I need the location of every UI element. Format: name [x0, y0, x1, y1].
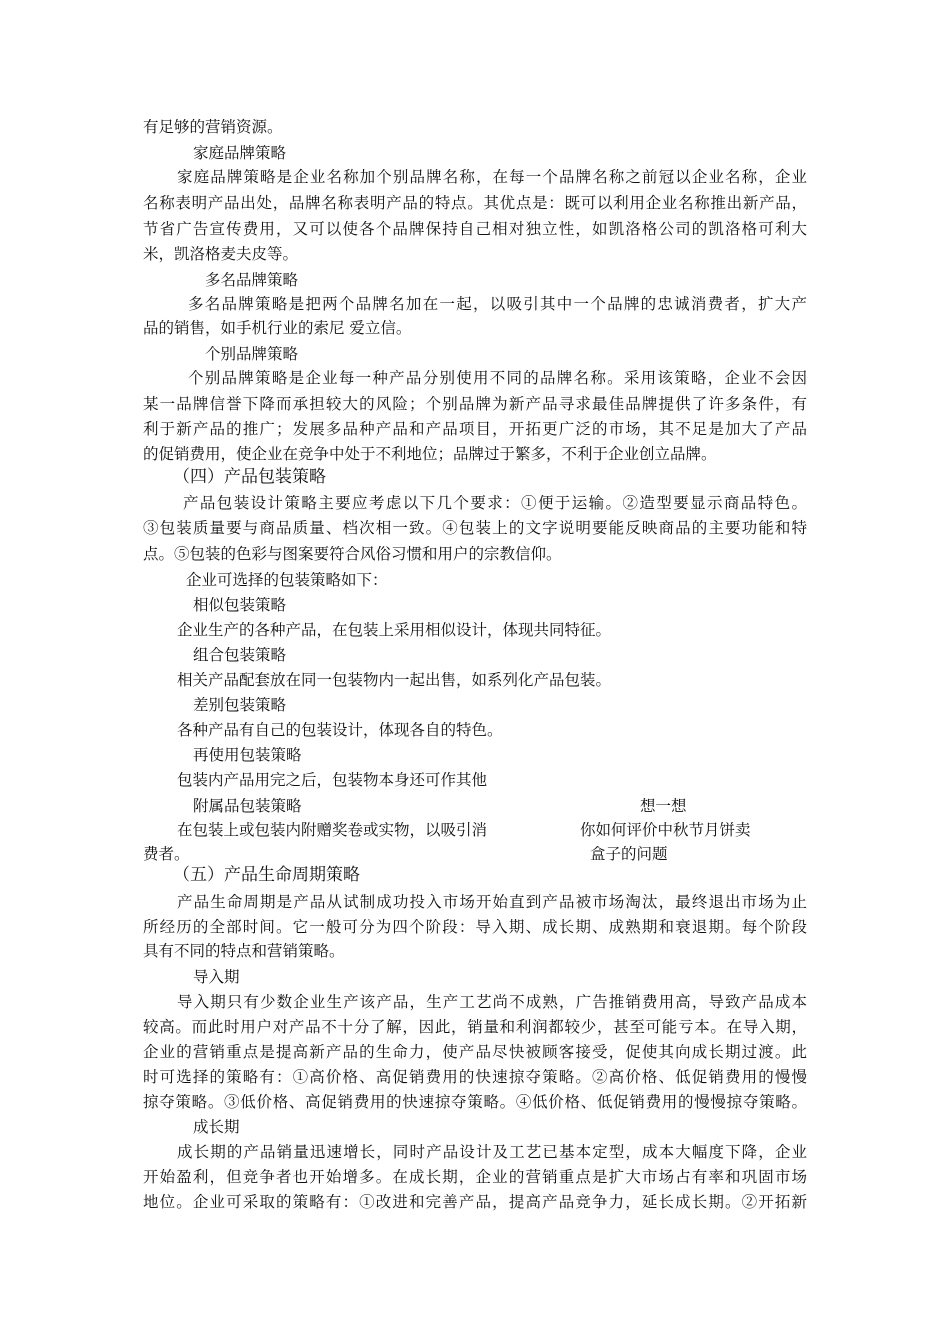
subheading: 附属品包装策略	[193, 797, 302, 815]
text-line: 地位。企业可采取的策略有：①改进和完善产品，提高产品竞争力，延长成长期。②开拓新	[143, 1193, 807, 1211]
subheading: 导入期	[193, 968, 240, 986]
text-line: 利于新产品的推广；发展多品种产品和产品项目，开拓更广泛的市场，其不足是加大了产品	[143, 420, 807, 438]
text-line: 品的销售，如手机行业的索尼 爱立信。	[143, 319, 412, 337]
text-line: 企业生产的各种产品，在包装上采用相似设计，体现共同特征。	[177, 621, 612, 639]
text-line: ③包装质量要与商品质量、档次相一致。④包装上的文字说明要能反映商品的主要功能和特	[143, 519, 807, 537]
text-line: 具有不同的特点和营销策略。	[143, 942, 345, 960]
text-line: 包装内产品用完之后，包装物本身还可作其他	[177, 771, 488, 789]
text-line: 企业可选择的包装策略如下：	[186, 571, 388, 589]
text-line: 家庭品牌策略是企业名称加个别品牌名称，在每一个品牌名称之前冠以企业名称，企业	[177, 168, 807, 186]
text-line: 时可选择的策略有：①高价格、高促销费用的快速掠夺策略。②高价格、低促销费用的慢慢	[143, 1068, 807, 1086]
text-line: 产品生命周期是产品从试制成功投入市场开始直到产品被市场淘汰，最终退出市场为止	[177, 893, 807, 911]
text-line: 的促销费用，使企业在竞争中处于不利地位；品牌过于繁多，不利于企业创立品牌。	[143, 445, 717, 463]
sidebar-text: 盒子的问题	[590, 845, 668, 863]
text-line: 个别品牌策略是企业每一种产品分别使用不同的品牌名称。采用该策略，企业不会因	[188, 369, 807, 387]
text-line: 成长期的产品销量迅速增长，同时产品设计及工艺已基本定型，成本大幅度下降，企业	[177, 1143, 807, 1161]
text-line: 掠夺策略。③低价格、高促销费用的快速掠夺策略。④低价格、低促销费用的慢慢掠夺策略。	[143, 1093, 807, 1111]
text-line: 有足够的营销资源。	[143, 118, 283, 136]
text-line: 产品包装设计策略主要应考虑以下几个要求：①便于运输。②造型要显示商品特色。	[183, 494, 807, 512]
sidebar-title: 想一想	[640, 797, 687, 815]
subheading: 相似包装策略	[193, 596, 287, 614]
text-line: 所经历的全部时间。它一般可分为四个阶段：导入期、成长期、成熟期和衰退期。每个阶段	[143, 918, 807, 936]
text-line: 节省广告宣传费用，又可以使各个品牌保持自己相对独立性，如凯洛格公司的凯洛格可利大	[143, 220, 807, 238]
sidebar-text: 你如何评价中秋节月饼卖	[580, 821, 751, 839]
subheading: 家庭品牌策略	[193, 144, 287, 162]
text-line: 在包装上或包装内附赠奖卷或实物，以吸引消	[177, 821, 488, 839]
subheading: 个别品牌策略	[205, 345, 299, 363]
subheading: 再使用包装策略	[193, 746, 302, 764]
text-line: 开始盈利，但竞争者也开始增多。在成长期，企业的营销重点是扩大市场占有率和巩固市场	[143, 1168, 807, 1186]
subheading: 多名品牌策略	[205, 271, 299, 289]
text-line: 费者。	[143, 845, 190, 863]
text-line: 某一品牌信誉下降而承担较大的风险；个别品牌为新产品寻求最佳品牌提供了许多条件，有	[143, 395, 807, 413]
text-line: 导入期只有少数企业生产该产品，生产工艺尚不成熟，广告推销费用高，导致产品成本	[177, 993, 807, 1011]
text-line: 米，凯洛格麦夫皮等。	[143, 245, 299, 263]
section-heading: （五）产品生命周期策略	[173, 865, 360, 885]
text-line: 相关产品配套放在同一包装物内一起出售，如系列化产品包装。	[177, 671, 612, 689]
text-line: 名称表明产品出处，品牌名称表明产品的特点。其优点是：既可以利用企业名称推出新产品，	[143, 194, 807, 212]
subheading: 组合包装策略	[193, 646, 287, 664]
text-line: 企业的营销重点是提高新产品的生命力，使产品尽快被顾客接受，促使其向成长期过渡。此	[143, 1043, 807, 1061]
text-line: 较高。而此时用户对产品不十分了解，因此，销量和利润都较少，甚至可能亏本。在导入期，	[143, 1018, 807, 1036]
text-line: 各种产品有自己的包装设计，体现各自的特色。	[177, 721, 503, 739]
subheading: 差别包装策略	[193, 696, 287, 714]
text-line: 多名品牌策略是把两个品牌名加在一起，以吸引其中一个品牌的忠诚消费者，扩大产	[188, 295, 807, 313]
section-heading: （四）产品包装策略	[173, 467, 326, 487]
text-line: 点。⑤包装的色彩与图案要符合风俗习惯和用户的宗教信仰。	[143, 545, 562, 563]
subheading: 成长期	[193, 1118, 240, 1136]
